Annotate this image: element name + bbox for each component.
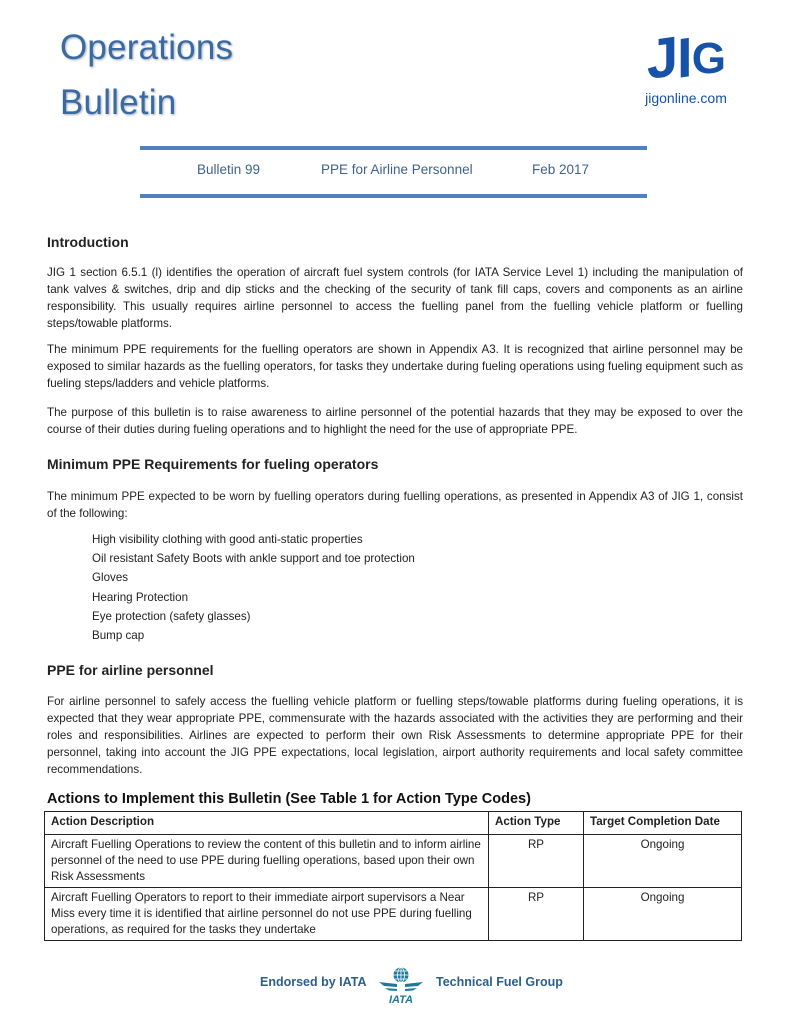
bulletin-number: Bulletin 99	[197, 162, 261, 177]
ppe-list	[92, 530, 415, 645]
ppe-list-item: Oil resistant Safety Boots with ankle support and toe protection	[92, 552, 415, 566]
intro-paragraph-1: JIG 1 section 6.5.1 (l) identifies the operation of aircraft fuel system controls (for IATA Service Level 1) including the manipulation of tank valves & switches, drip and dip sticks and the checking of the security of tank fill caps, covers and components as an airline responsibility. This usually requires airline personnel to access the fuelling panel from the fuelling vehicle platform or fuelling steps/towable platforms.	[47, 266, 743, 330]
footer-endorsed-by: Endorsed by IATA	[260, 975, 367, 989]
jig-website-link[interactable]: jigonline.com	[645, 90, 727, 106]
action-type: RP	[489, 835, 584, 888]
ppe-list-item: Eye protection (safety glasses)	[92, 609, 251, 623]
ppe-list-item: Bump cap	[92, 629, 145, 643]
column-header-target-date: Target Completion Date	[584, 812, 742, 835]
ppe-list-item: Hearing Protection	[92, 590, 189, 604]
action-description: Aircraft Fuelling Operators to report to their immediate airport supervisors a Near Miss every time it is identified that airline personnel do not use PPE during fuelling operations, as required for the tasks they undertake	[45, 888, 489, 941]
section-heading-minimum-ppe: Minimum PPE Requirements for fueling operators	[47, 456, 379, 472]
action-type: RP	[489, 888, 584, 941]
target-completion-date: Ongoing	[584, 888, 742, 941]
section-heading-introduction: Introduction	[47, 234, 129, 250]
column-header-action-type: Action Type	[489, 812, 584, 835]
minimum-ppe-intro: The minimum PPE expected to be worn by fuelling operators during fuelling operations, as presented in Appendix A3 of JIG 1, consist of the following:	[47, 490, 743, 520]
footer-technical-fuel-group: Technical Fuel Group	[436, 975, 563, 989]
document-title-line1: Operations	[60, 28, 234, 67]
table-header-row	[45, 812, 742, 835]
band-top-rule	[140, 146, 647, 150]
iata-logo-icon	[376, 965, 426, 1005]
airline-personnel-paragraph: For airline personnel to safely access the fuelling vehicle platform or fuelling steps/towable platforms during fueling operations, it is expected that they wear appropriate PPE, commensurate with the hazards associated with the activities they are performing and their roles and responsibilities. Airlines are expected to perform their own Risk Assessments to determine appropriate PPE for their personnel, taking into account the JIG PPE expectations, local legislation, airport authority requirements and local safety committee recommendations.	[47, 695, 743, 776]
band-bottom-rule	[140, 194, 647, 198]
section-heading-airline-personnel: PPE for airline personnel	[47, 662, 214, 678]
bulletin-subject: PPE for Airline Personnel	[321, 162, 473, 177]
intro-paragraph-3: The purpose of this bulletin is to raise awareness to airline personnel of the potential hazards that they may be exposed to over the course of their duties during fueling operations and to highlight the need for the use of appropriate PPE.	[47, 406, 743, 436]
actions-table	[44, 811, 742, 941]
svg-text:IATA: IATA	[388, 994, 414, 1005]
jig-logo-mark: JIG	[647, 23, 725, 92]
ppe-list-item: Gloves	[92, 571, 129, 585]
jig-logo[interactable]	[636, 23, 736, 106]
action-description: Aircraft Fuelling Operations to review the content of this bulletin and to inform airline personnel of the need to use PPE during fuelling operations, based upon their own Risk Assessments	[45, 835, 489, 888]
document-title-line2: Bulletin	[60, 83, 177, 122]
table-row	[45, 835, 742, 888]
column-header-description: Action Description	[45, 812, 489, 835]
intro-paragraph-2: The minimum PPE requirements for the fuelling operators are shown in Appendix A3. It is recognized that airline personnel may be exposed to similar hazards as the fuelling operators, for tasks they undertake during fueling operations using fueling equipment such as fueling steps/ladders and vehicle platforms.	[47, 343, 743, 390]
bulletin-date: Feb 2017	[532, 162, 590, 177]
actions-heading: Actions to Implement this Bulletin (See Table 1 for Action Type Codes)	[47, 791, 531, 807]
ppe-list-item: High visibility clothing with good anti-static properties	[92, 533, 363, 546]
table-row	[45, 888, 742, 941]
target-completion-date: Ongoing	[584, 835, 742, 888]
